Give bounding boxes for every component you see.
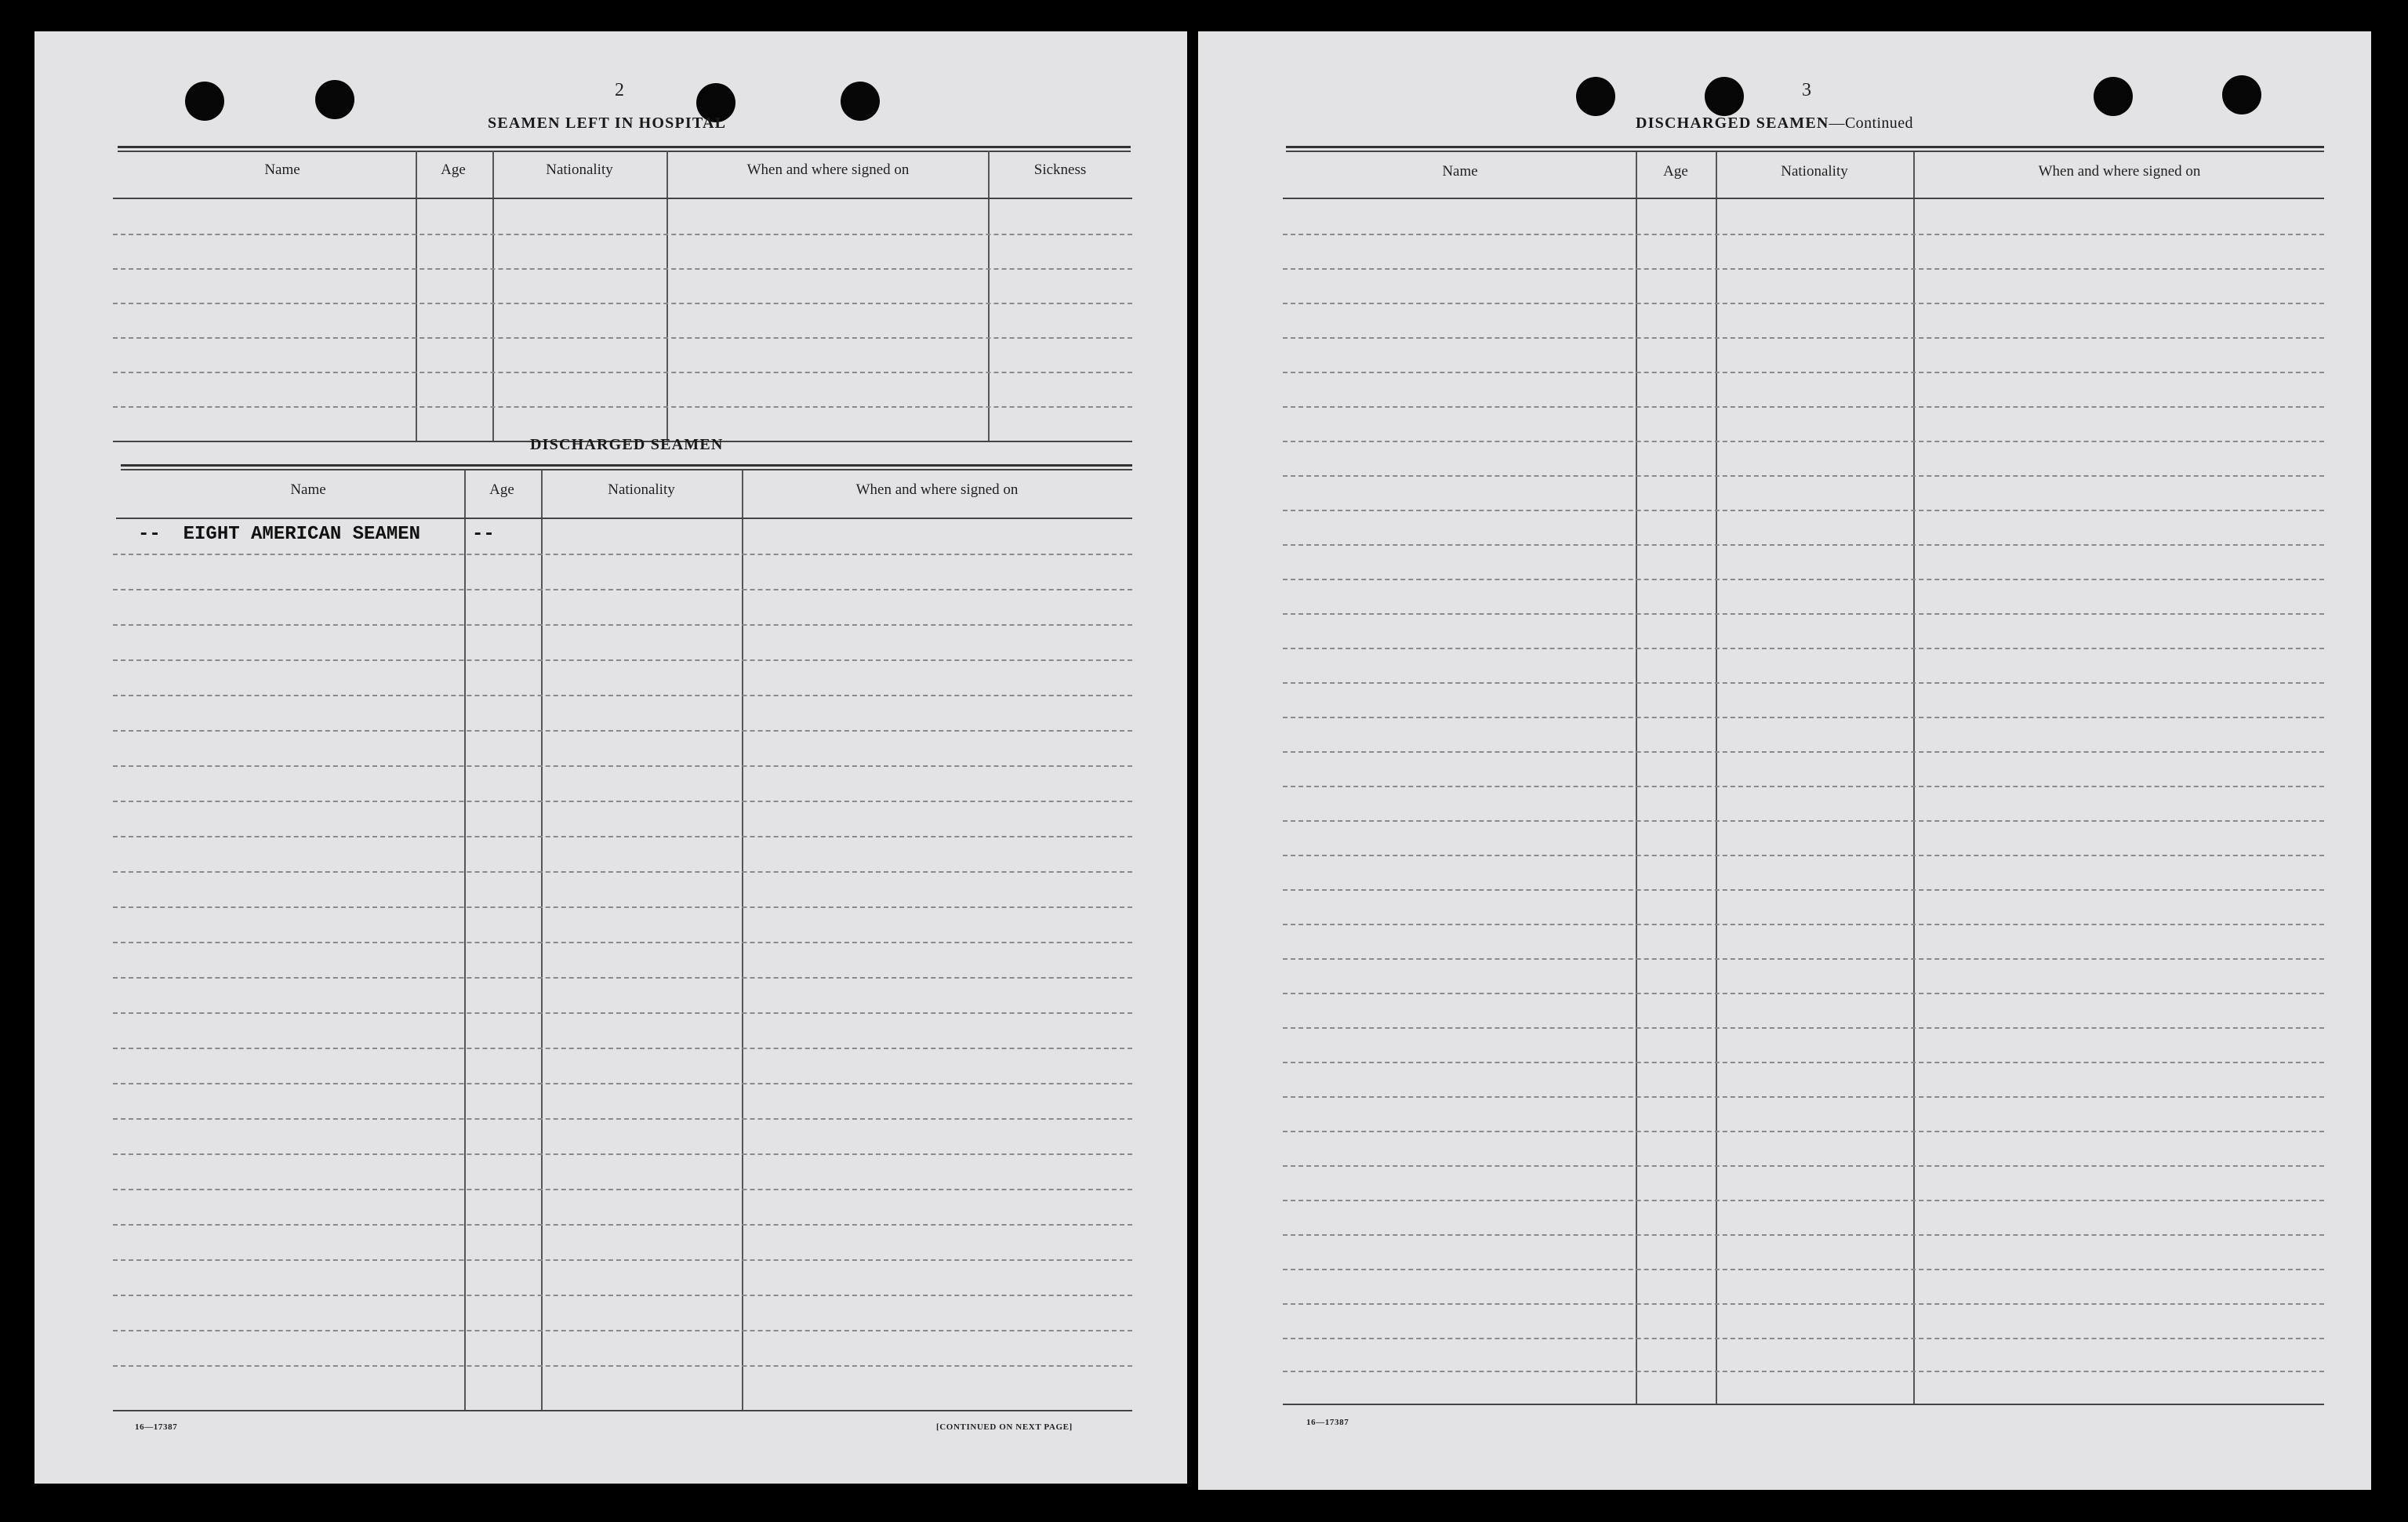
- ruled-line: [1283, 1027, 2324, 1029]
- ruled-line: [113, 942, 1132, 943]
- page-number: 3: [1802, 80, 1811, 100]
- column-header-name: Name: [1442, 163, 1478, 180]
- table-top-rule: [121, 469, 1132, 470]
- header-rule: [1283, 198, 2324, 199]
- ruled-line: [113, 801, 1132, 802]
- ruled-line: [113, 1118, 1132, 1120]
- ruled-line: [113, 906, 1132, 908]
- table-top-rule: [1286, 146, 2324, 148]
- ruled-line: [113, 730, 1132, 732]
- column-divider: [988, 151, 990, 442]
- ruled-line: [113, 765, 1132, 767]
- right-page: [1198, 31, 2371, 1490]
- ruled-line: [113, 406, 1132, 408]
- ruled-line: [1283, 372, 2324, 373]
- ruled-line: [113, 871, 1132, 873]
- ruled-line: [113, 554, 1132, 555]
- ruled-line: [1283, 993, 2324, 994]
- ruled-line: [113, 624, 1132, 626]
- seaman-name-entry: -- EIGHT AMERICAN SEAMEN: [138, 524, 421, 545]
- column-divider: [1716, 152, 1717, 1405]
- ruled-line: [113, 836, 1132, 837]
- ruled-line: [1283, 510, 2324, 511]
- ruled-line: [1283, 751, 2324, 753]
- ruled-line: [113, 268, 1132, 270]
- section-title-text: DISCHARGED SEAMEN: [1636, 114, 1829, 132]
- column-header-sickness: Sickness: [1033, 162, 1087, 178]
- ruled-line: [1283, 717, 2324, 718]
- column-header-signed-on: When and where signed on: [746, 162, 910, 178]
- ruled-line: [113, 372, 1132, 373]
- ruled-line: [1283, 820, 2324, 822]
- ruled-line: [113, 695, 1132, 696]
- section-title-discharged-continued: [1636, 114, 1913, 133]
- ruled-line: [113, 1295, 1132, 1296]
- table-bottom-rule: [1283, 1404, 2324, 1405]
- ruled-line: [1283, 958, 2324, 960]
- form-number: 16—17387: [135, 1422, 178, 1432]
- seaman-age-entry: --: [472, 524, 495, 545]
- ruled-line: [1283, 1234, 2324, 1236]
- ruled-line: [1283, 855, 2324, 856]
- ruled-line: [1283, 441, 2324, 442]
- column-header-name: Name: [290, 481, 326, 498]
- ruled-line: [113, 1012, 1132, 1014]
- ruled-line: [1283, 924, 2324, 925]
- punch-hole: [2094, 77, 2133, 116]
- header-rule: [113, 198, 1132, 199]
- section-title-suffix: —Continued: [1829, 114, 1913, 132]
- ruled-line: [1283, 613, 2324, 615]
- punch-hole: [2222, 75, 2261, 114]
- table-top-rule: [1286, 151, 2324, 152]
- column-header-name: Name: [264, 162, 300, 178]
- ruled-line: [1283, 648, 2324, 649]
- column-header-age: Age: [1663, 163, 1688, 180]
- ruled-line: [1283, 475, 2324, 477]
- column-divider: [1913, 152, 1915, 1405]
- ruled-line: [113, 1224, 1132, 1226]
- section-title-discharged: DISCHARGED SEAMEN: [530, 436, 724, 453]
- column-divider: [666, 151, 668, 442]
- left-page: [35, 31, 1187, 1484]
- column-header-signed-on: When and where signed on: [855, 481, 1019, 498]
- table-top-rule: [118, 146, 1131, 148]
- column-divider: [541, 470, 543, 1411]
- punch-hole: [185, 82, 224, 121]
- ruled-line: [113, 1189, 1132, 1190]
- ruled-line: [1283, 1131, 2324, 1132]
- column-divider: [416, 151, 417, 442]
- ruled-line: [113, 1259, 1132, 1261]
- ruled-line: [1283, 1062, 2324, 1063]
- punch-hole: [1576, 77, 1615, 116]
- ruled-line: [1283, 786, 2324, 787]
- section-title-hospital: SEAMEN LEFT IN HOSPITAL: [488, 114, 727, 132]
- punch-hole: [841, 82, 880, 121]
- ruled-line: [113, 303, 1132, 304]
- ruled-line: [1283, 337, 2324, 339]
- column-header-age: Age: [489, 481, 514, 498]
- ruled-line: [1283, 579, 2324, 580]
- column-header-nationality: Nationality: [608, 481, 675, 498]
- ruled-line: [1283, 406, 2324, 408]
- ruled-line: [1283, 1303, 2324, 1305]
- column-divider: [742, 470, 743, 1411]
- ruled-line: [113, 1153, 1132, 1155]
- ruled-line: [1283, 1165, 2324, 1167]
- page-number: 2: [615, 80, 624, 100]
- ruled-line: [1283, 1269, 2324, 1270]
- column-divider: [1636, 152, 1637, 1405]
- table-bottom-rule: [113, 1410, 1132, 1411]
- ruled-line: [113, 1330, 1132, 1331]
- punch-hole: [1705, 77, 1744, 116]
- ruled-line: [113, 1365, 1132, 1367]
- column-header-nationality: Nationality: [546, 162, 613, 178]
- ruled-line: [1283, 1096, 2324, 1098]
- column-header-age: Age: [441, 162, 466, 178]
- ruled-line: [1283, 544, 2324, 546]
- form-number: 16—17387: [1306, 1418, 1349, 1427]
- header-rule: [116, 518, 1132, 519]
- ruled-line: [1283, 889, 2324, 891]
- ruled-line: [1283, 234, 2324, 235]
- ruled-line: [113, 1083, 1132, 1084]
- ruled-line: [113, 1048, 1132, 1049]
- ruled-line: [113, 337, 1132, 339]
- ruled-line: [1283, 1371, 2324, 1372]
- ruled-line: [1283, 268, 2324, 270]
- ruled-line: [113, 977, 1132, 979]
- column-header-nationality: Nationality: [1781, 163, 1848, 180]
- punch-hole: [315, 80, 354, 119]
- column-header-signed-on: When and where signed on: [2038, 163, 2201, 180]
- ruled-line: [113, 234, 1132, 235]
- table-top-rule: [118, 151, 1131, 152]
- table-top-rule: [121, 464, 1132, 467]
- ruled-line: [1283, 303, 2324, 304]
- continued-note: [CONTINUED ON NEXT PAGE]: [936, 1422, 1073, 1432]
- ruled-line: [113, 589, 1132, 590]
- ruled-line: [1283, 682, 2324, 684]
- column-divider: [464, 470, 466, 1411]
- ruled-line: [113, 659, 1132, 661]
- column-divider: [492, 151, 494, 442]
- ruled-line: [1283, 1338, 2324, 1339]
- ruled-line: [1283, 1200, 2324, 1201]
